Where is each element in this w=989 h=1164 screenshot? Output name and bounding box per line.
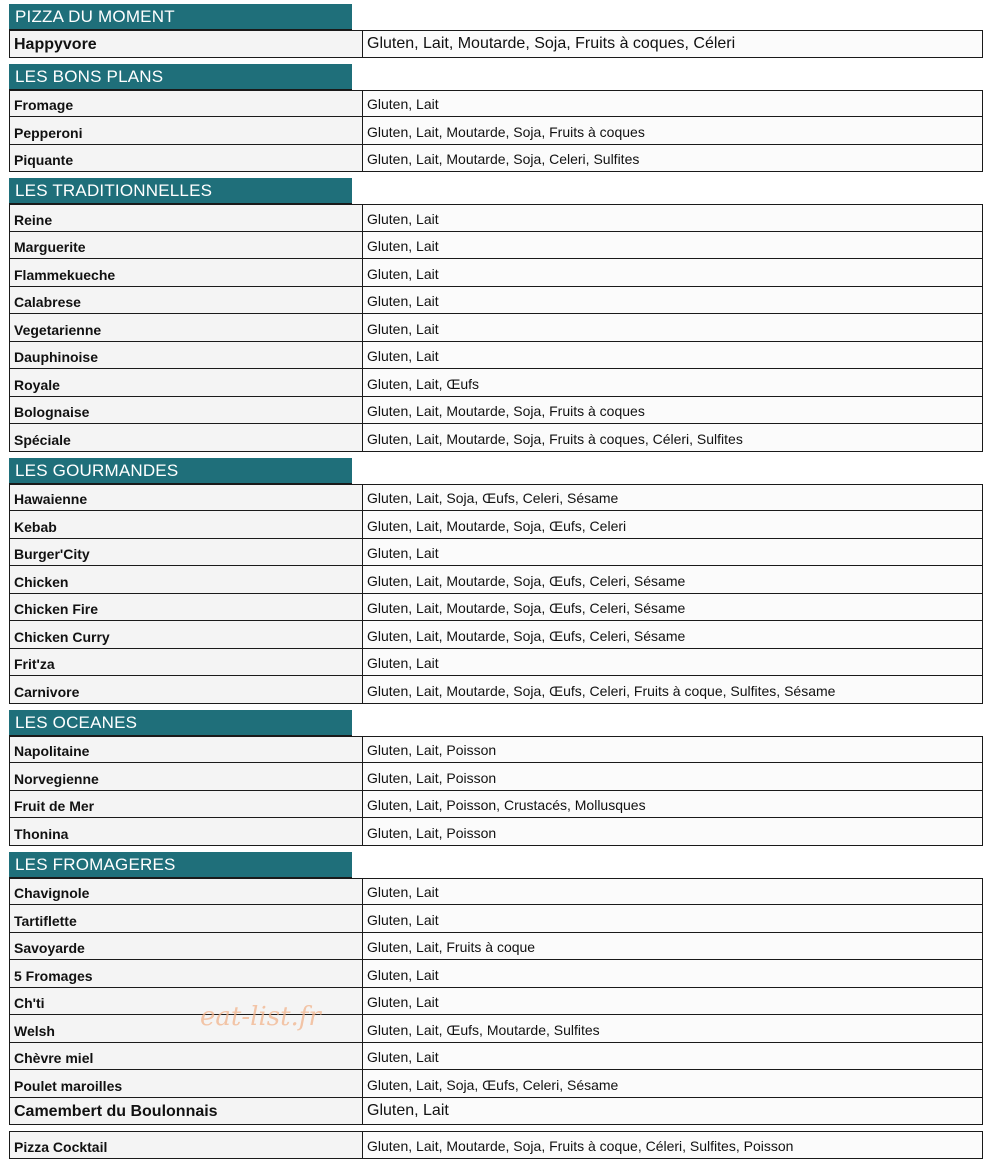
allergen-list: Gluten, Lait bbox=[363, 988, 982, 1015]
pizza-row bbox=[9, 818, 983, 846]
pizza-name: Flammekueche bbox=[10, 259, 363, 286]
pizza-row bbox=[9, 1098, 983, 1126]
allergen-list: Gluten, Lait, Moutarde, Soja, Œufs, Celeri, Sésame bbox=[363, 566, 982, 593]
pizza-row bbox=[9, 232, 983, 260]
allergen-list: Gluten, Lait, Moutarde, Soja, Œufs, Celeri bbox=[363, 511, 982, 538]
allergen-list: Gluten, Lait bbox=[363, 259, 982, 286]
pizza-row bbox=[9, 676, 983, 704]
pizza-name: Kebab bbox=[10, 511, 363, 538]
pizza-row bbox=[9, 649, 983, 677]
allergen-list: Gluten, Lait bbox=[363, 205, 982, 231]
pizza-name: Carnivore bbox=[10, 676, 363, 703]
pizza-row bbox=[9, 424, 983, 452]
pizza-name: Tartiflette bbox=[10, 905, 363, 932]
pizza-row bbox=[9, 539, 983, 567]
pizza-row bbox=[9, 30, 983, 58]
pizza-row bbox=[9, 791, 983, 819]
allergen-list: Gluten, Lait, Moutarde, Soja, Fruits à coques bbox=[363, 397, 982, 424]
pizza-name: Vegetarienne bbox=[10, 314, 363, 341]
menu-section bbox=[9, 4, 983, 58]
pizza-name: Poulet maroilles bbox=[10, 1070, 363, 1097]
allergen-list: Gluten, Lait bbox=[363, 879, 982, 905]
allergen-list: Gluten, Lait, Poisson bbox=[363, 763, 982, 790]
menu-section bbox=[9, 458, 983, 704]
allergen-list: Gluten, Lait, Fruits à coque bbox=[363, 933, 982, 960]
pizza-row bbox=[9, 566, 983, 594]
section-title: LES TRADITIONNELLES bbox=[9, 178, 352, 204]
pizza-row bbox=[9, 621, 983, 649]
allergen-list: Gluten, Lait bbox=[363, 232, 982, 259]
extra-section bbox=[9, 1131, 983, 1159]
pizza-name: Savoyarde bbox=[10, 933, 363, 960]
pizza-name: Spéciale bbox=[10, 424, 363, 451]
allergen-list: Gluten, Lait, Moutarde, Soja, Fruits à coques, Céleri, Sulfites bbox=[363, 424, 982, 451]
pizza-row bbox=[9, 117, 983, 145]
section-title: LES GOURMANDES bbox=[9, 458, 352, 484]
allergen-list: Gluten, Lait bbox=[363, 539, 982, 566]
pizza-row bbox=[9, 763, 983, 791]
pizza-name: Calabrese bbox=[10, 287, 363, 314]
allergen-list: Gluten, Lait, Moutarde, Soja, Fruits à coques, Céleri bbox=[363, 31, 982, 57]
allergen-list: Gluten, Lait bbox=[363, 960, 982, 987]
pizza-name: Norvegienne bbox=[10, 763, 363, 790]
allergen-list: Gluten, Lait bbox=[363, 287, 982, 314]
pizza-row bbox=[9, 1131, 983, 1159]
pizza-row bbox=[9, 1015, 983, 1043]
pizza-name: Royale bbox=[10, 369, 363, 396]
allergen-list: Gluten, Lait, Œufs bbox=[363, 369, 982, 396]
pizza-name: Chicken Curry bbox=[10, 621, 363, 648]
allergen-list: Gluten, Lait bbox=[363, 91, 982, 117]
pizza-row bbox=[9, 960, 983, 988]
pizza-row bbox=[9, 204, 983, 232]
pizza-name: Pepperoni bbox=[10, 117, 363, 144]
allergen-list: Gluten, Lait, Moutarde, Soja, Fruits à coques bbox=[363, 117, 982, 144]
allergen-list: Gluten, Lait, Poisson bbox=[363, 818, 982, 845]
pizza-name: 5 Fromages bbox=[10, 960, 363, 987]
allergen-list: Gluten, Lait, Poisson bbox=[363, 737, 982, 763]
pizza-row bbox=[9, 369, 983, 397]
pizza-name: Chicken Fire bbox=[10, 594, 363, 621]
allergen-list: Gluten, Lait, Moutarde, Soja, Fruits à coque, Céleri, Sulfites, Poisson bbox=[363, 1132, 982, 1158]
allergen-list: Gluten, Lait, Œufs, Moutarde, Sulfites bbox=[363, 1015, 982, 1042]
pizza-row bbox=[9, 988, 983, 1016]
pizza-name: Hawaienne bbox=[10, 485, 363, 511]
menu-section bbox=[9, 64, 983, 173]
pizza-row bbox=[9, 933, 983, 961]
allergen-list: Gluten, Lait, Soja, Œufs, Celeri, Sésame bbox=[363, 485, 982, 511]
allergen-list: Gluten, Lait bbox=[363, 1098, 982, 1125]
allergen-list: Gluten, Lait, Soja, Œufs, Celeri, Sésame bbox=[363, 1070, 982, 1097]
pizza-name: Piquante bbox=[10, 145, 363, 172]
pizza-name: Frit'za bbox=[10, 649, 363, 676]
menu-section bbox=[9, 178, 983, 452]
section-title: PIZZA DU MOMENT bbox=[9, 4, 352, 30]
pizza-row bbox=[9, 397, 983, 425]
allergen-list: Gluten, Lait bbox=[363, 342, 982, 369]
section-title: LES OCEANES bbox=[9, 710, 352, 736]
pizza-name: Chavignole bbox=[10, 879, 363, 905]
pizza-name: Bolognaise bbox=[10, 397, 363, 424]
pizza-name: Happyvore bbox=[10, 31, 363, 57]
pizza-row bbox=[9, 145, 983, 173]
pizza-name: Welsh bbox=[10, 1015, 363, 1042]
pizza-row bbox=[9, 905, 983, 933]
pizza-name: Thonina bbox=[10, 818, 363, 845]
allergen-list: Gluten, Lait bbox=[363, 649, 982, 676]
pizza-name: Chèvre miel bbox=[10, 1043, 363, 1070]
pizza-name: Burger'City bbox=[10, 539, 363, 566]
pizza-name: Camembert du Boulonnais bbox=[10, 1098, 363, 1125]
pizza-row bbox=[9, 878, 983, 906]
allergen-table bbox=[9, 4, 983, 1159]
allergen-list: Gluten, Lait, Poisson, Crustacés, Mollusques bbox=[363, 791, 982, 818]
pizza-row bbox=[9, 1070, 983, 1098]
pizza-row bbox=[9, 594, 983, 622]
allergen-list: Gluten, Lait bbox=[363, 314, 982, 341]
pizza-name: Ch'ti bbox=[10, 988, 363, 1015]
section-title: LES BONS PLANS bbox=[9, 64, 352, 90]
menu-section bbox=[9, 710, 983, 846]
pizza-row bbox=[9, 342, 983, 370]
pizza-row bbox=[9, 259, 983, 287]
allergen-list: Gluten, Lait, Moutarde, Soja, Celeri, Sulfites bbox=[363, 145, 982, 172]
pizza-name: Dauphinoise bbox=[10, 342, 363, 369]
allergen-list: Gluten, Lait, Moutarde, Soja, Œufs, Celeri, Sésame bbox=[363, 621, 982, 648]
pizza-row bbox=[9, 484, 983, 512]
pizza-row bbox=[9, 314, 983, 342]
allergen-list: Gluten, Lait bbox=[363, 1043, 982, 1070]
allergen-list: Gluten, Lait, Moutarde, Soja, Œufs, Celeri, Fruits à coque, Sulfites, Sésame bbox=[363, 676, 982, 703]
pizza-name: Fruit de Mer bbox=[10, 791, 363, 818]
section-title: LES FROMAGERES bbox=[9, 852, 352, 878]
pizza-name: Napolitaine bbox=[10, 737, 363, 763]
pizza-row bbox=[9, 736, 983, 764]
pizza-row bbox=[9, 1043, 983, 1071]
pizza-name: Marguerite bbox=[10, 232, 363, 259]
pizza-name: Reine bbox=[10, 205, 363, 231]
pizza-name: Pizza Cocktail bbox=[10, 1132, 363, 1158]
watermark: eat-list.fr bbox=[200, 1002, 321, 1032]
pizza-name: Fromage bbox=[10, 91, 363, 117]
pizza-row bbox=[9, 511, 983, 539]
pizza-name: Chicken bbox=[10, 566, 363, 593]
allergen-list: Gluten, Lait bbox=[363, 905, 982, 932]
menu-section bbox=[9, 852, 983, 1126]
pizza-row bbox=[9, 90, 983, 118]
allergen-list: Gluten, Lait, Moutarde, Soja, Œufs, Celeri, Sésame bbox=[363, 594, 982, 621]
pizza-row bbox=[9, 287, 983, 315]
